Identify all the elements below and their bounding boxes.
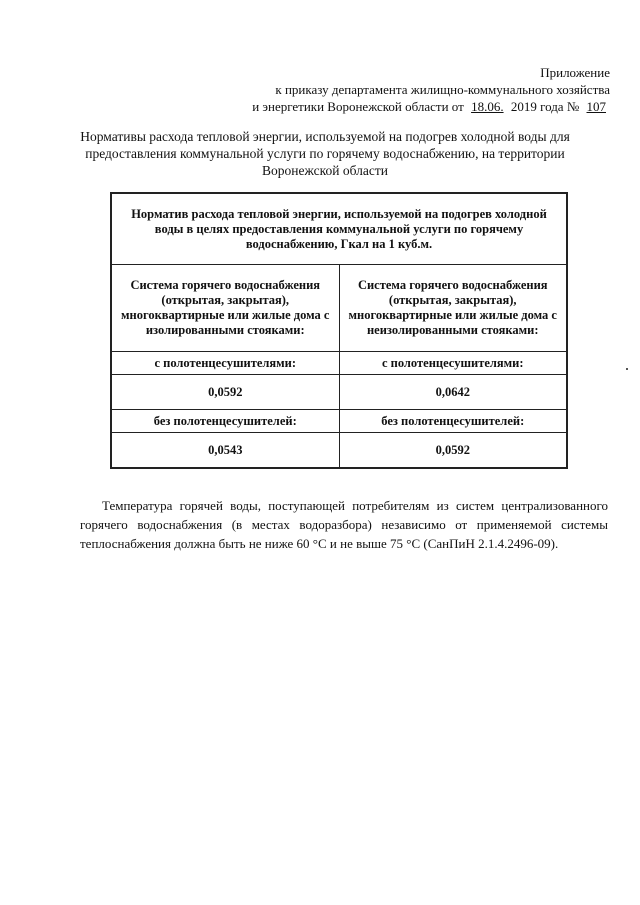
order-number: 107 xyxy=(586,99,606,114)
order-date: 18.06. xyxy=(471,99,504,114)
table-column-header-row xyxy=(111,265,567,352)
table-row xyxy=(111,375,567,410)
value-insulated-with-dryers: 0,0592 xyxy=(111,375,339,410)
body-text xyxy=(80,496,608,553)
order-date-line xyxy=(252,98,610,115)
table-row xyxy=(111,352,567,375)
value-uninsulated-without-dryers: 0,0592 xyxy=(339,433,567,469)
table-row xyxy=(111,410,567,433)
value-uninsulated-with-dryers: 0,0642 xyxy=(339,375,567,410)
row-label-with-towel-dryers-right: с полотенцесушителями: xyxy=(339,352,567,375)
value-insulated-without-dryers: 0,0543 xyxy=(111,433,339,469)
table-heading: Норматив расхода тепловой энергии, используемой на подогрев холодной воды в целях предоставления коммунальной услуги по горячему водоснабжению, Гкал на 1 куб.м. xyxy=(111,193,567,265)
row-label-without-towel-dryers-left: без полотенцесушителей: xyxy=(111,410,339,433)
order-reference-line: к приказу департамента жилищно-коммунального хозяйства xyxy=(275,82,610,97)
temperature-paragraph: Температура горячей воды, поступающей потребителям из систем централизованного горячего водоснабжения (в местах водоразбора) независимо от применяемой системы теплоснабжения должна быть не ниже 60 °С и не выше 75 °С (СанПиН 2.1.4.2496-09). xyxy=(80,498,608,551)
appendix-label: Приложение xyxy=(540,65,610,80)
order-year: 2019 года xyxy=(510,99,564,114)
column-header-insulated: Система горячего водоснабжения (открытая, закрытая), многоквартирные или жилые дома с изолированными стояками: xyxy=(111,265,339,352)
table-heading-row xyxy=(111,193,567,265)
number-sign: № xyxy=(566,99,580,114)
column-header-uninsulated: Система горячего водоснабжения (открытая, закрытая), многоквартирные или жилые дома с неизолированными стояками: xyxy=(339,265,567,352)
row-label-with-towel-dryers-left: с полотенцесушителями: xyxy=(111,352,339,375)
order-issuer: и энергетики Воронежской области от xyxy=(252,99,464,114)
row-label-without-towel-dryers-right: без полотенцесушителей: xyxy=(339,410,567,433)
scan-speck xyxy=(626,368,628,370)
norms-table xyxy=(110,192,568,469)
table-row xyxy=(111,433,567,469)
document-title: Нормативы расхода тепловой энергии, используемой на подогрев холодной воды для предоставления коммунальной услуги по горячему водоснабжению, на территории Воронежской области xyxy=(80,129,570,178)
document-header xyxy=(252,64,610,115)
